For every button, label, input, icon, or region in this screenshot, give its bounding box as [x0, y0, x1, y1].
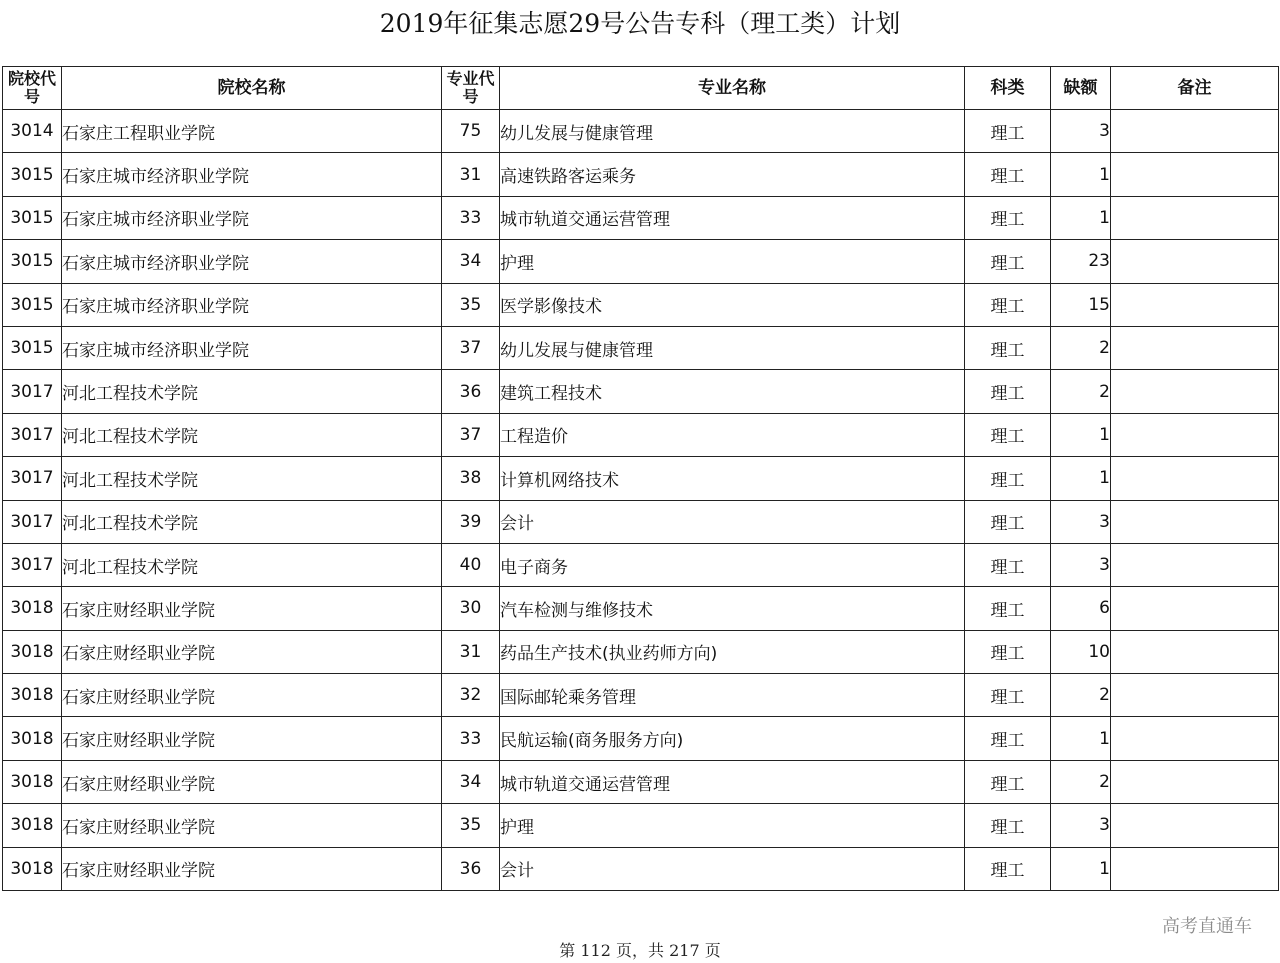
cell-category: 理工 [965, 587, 1051, 630]
cell-category: 理工 [965, 543, 1051, 586]
cell-category: 理工 [965, 717, 1051, 760]
cell-school-code: 3018 [3, 804, 62, 847]
table-row [3, 543, 1279, 586]
cell-quota: 1 [1051, 847, 1111, 890]
cell-remarks [1111, 413, 1279, 456]
cell-major-name: 电子商务 [500, 543, 965, 586]
cell-school-code: 3015 [3, 326, 62, 369]
cell-major-code: 33 [442, 717, 500, 760]
cell-quota: 1 [1051, 153, 1111, 196]
cell-major-code: 37 [442, 413, 500, 456]
table-row [3, 196, 1279, 239]
cell-major-code: 34 [442, 240, 500, 283]
cell-category: 理工 [965, 674, 1051, 717]
header-remarks: 备注 [1111, 67, 1279, 110]
cell-quota: 23 [1051, 240, 1111, 283]
cell-remarks [1111, 110, 1279, 153]
cell-school-name: 河北工程技术学院 [62, 457, 442, 500]
cell-school-name: 石家庄财经职业学院 [62, 760, 442, 803]
header-school-name: 院校名称 [62, 67, 442, 110]
cell-quota: 3 [1051, 500, 1111, 543]
cell-school-code: 3018 [3, 760, 62, 803]
table-row [3, 804, 1279, 847]
cell-category: 理工 [965, 804, 1051, 847]
cell-quota: 10 [1051, 630, 1111, 673]
table-row [3, 153, 1279, 196]
cell-school-code: 3018 [3, 630, 62, 673]
cell-major-code: 37 [442, 326, 500, 369]
admission-plan-table [2, 66, 1279, 891]
cell-major-name: 幼儿发展与健康管理 [500, 326, 965, 369]
cell-school-code: 3018 [3, 847, 62, 890]
cell-category: 理工 [965, 326, 1051, 369]
table-row [3, 760, 1279, 803]
cell-school-name: 石家庄财经职业学院 [62, 674, 442, 717]
cell-remarks [1111, 196, 1279, 239]
cell-quota: 6 [1051, 587, 1111, 630]
cell-major-name: 工程造价 [500, 413, 965, 456]
header-quota: 缺额 [1051, 67, 1111, 110]
cell-quota: 1 [1051, 413, 1111, 456]
cell-major-name: 医学影像技术 [500, 283, 965, 326]
table-row [3, 240, 1279, 283]
cell-major-name: 计算机网络技术 [500, 457, 965, 500]
cell-quota: 1 [1051, 196, 1111, 239]
cell-school-code: 3017 [3, 413, 62, 456]
table-row [3, 283, 1279, 326]
cell-school-name: 石家庄城市经济职业学院 [62, 153, 442, 196]
cell-category: 理工 [965, 500, 1051, 543]
cell-major-code: 40 [442, 543, 500, 586]
cell-major-name: 城市轨道交通运营管理 [500, 196, 965, 239]
cell-school-code: 3017 [3, 500, 62, 543]
table-row [3, 630, 1279, 673]
header-major-name: 专业名称 [500, 67, 965, 110]
cell-major-name: 护理 [500, 804, 965, 847]
cell-school-name: 石家庄财经职业学院 [62, 717, 442, 760]
cell-school-name: 河北工程技术学院 [62, 500, 442, 543]
cell-category: 理工 [965, 240, 1051, 283]
cell-remarks [1111, 457, 1279, 500]
cell-major-name: 高速铁路客运乘务 [500, 153, 965, 196]
cell-quota: 2 [1051, 760, 1111, 803]
cell-school-code: 3015 [3, 196, 62, 239]
cell-school-name: 石家庄财经职业学院 [62, 630, 442, 673]
table-body [3, 110, 1279, 891]
table-row [3, 370, 1279, 413]
cell-category: 理工 [965, 370, 1051, 413]
cell-major-name: 幼儿发展与健康管理 [500, 110, 965, 153]
cell-school-name: 石家庄财经职业学院 [62, 804, 442, 847]
cell-major-code: 33 [442, 196, 500, 239]
cell-school-code: 3018 [3, 587, 62, 630]
table-row [3, 674, 1279, 717]
cell-category: 理工 [965, 283, 1051, 326]
cell-major-name: 会计 [500, 847, 965, 890]
cell-school-name: 河北工程技术学院 [62, 413, 442, 456]
cell-quota: 2 [1051, 674, 1111, 717]
cell-major-code: 30 [442, 587, 500, 630]
table-header-row [3, 67, 1279, 110]
cell-major-code: 31 [442, 153, 500, 196]
cell-quota: 1 [1051, 457, 1111, 500]
cell-remarks [1111, 804, 1279, 847]
cell-quota: 15 [1051, 283, 1111, 326]
cell-school-name: 石家庄城市经济职业学院 [62, 196, 442, 239]
cell-remarks [1111, 153, 1279, 196]
table-row [3, 110, 1279, 153]
cell-major-code: 75 [442, 110, 500, 153]
header-category: 科类 [965, 67, 1051, 110]
cell-school-code: 3015 [3, 153, 62, 196]
cell-major-code: 36 [442, 370, 500, 413]
cell-school-code: 3017 [3, 543, 62, 586]
cell-remarks [1111, 326, 1279, 369]
cell-major-name: 民航运输(商务服务方向) [500, 717, 965, 760]
cell-category: 理工 [965, 457, 1051, 500]
cell-remarks [1111, 630, 1279, 673]
cell-remarks [1111, 847, 1279, 890]
cell-remarks [1111, 543, 1279, 586]
cell-remarks [1111, 283, 1279, 326]
cell-category: 理工 [965, 847, 1051, 890]
watermark: 高考直通车 [1162, 916, 1252, 937]
header-school-code: 院校代号 [3, 67, 62, 110]
cell-major-code: 31 [442, 630, 500, 673]
cell-quota: 2 [1051, 326, 1111, 369]
table-row [3, 500, 1279, 543]
cell-category: 理工 [965, 760, 1051, 803]
cell-major-name: 城市轨道交通运营管理 [500, 760, 965, 803]
cell-category: 理工 [965, 110, 1051, 153]
cell-major-code: 38 [442, 457, 500, 500]
cell-school-name: 石家庄财经职业学院 [62, 587, 442, 630]
cell-remarks [1111, 587, 1279, 630]
cell-major-name: 建筑工程技术 [500, 370, 965, 413]
cell-remarks [1111, 240, 1279, 283]
cell-school-code: 3017 [3, 457, 62, 500]
cell-remarks [1111, 717, 1279, 760]
cell-quota: 3 [1051, 804, 1111, 847]
cell-category: 理工 [965, 196, 1051, 239]
cell-remarks [1111, 370, 1279, 413]
cell-school-name: 石家庄城市经济职业学院 [62, 283, 442, 326]
cell-major-code: 35 [442, 804, 500, 847]
cell-quota: 2 [1051, 370, 1111, 413]
cell-school-name: 石家庄财经职业学院 [62, 847, 442, 890]
cell-school-name: 石家庄工程职业学院 [62, 110, 442, 153]
cell-school-name: 河北工程技术学院 [62, 543, 442, 586]
cell-major-code: 36 [442, 847, 500, 890]
cell-school-name: 石家庄城市经济职业学院 [62, 240, 442, 283]
cell-remarks [1111, 500, 1279, 543]
table-row [3, 717, 1279, 760]
cell-category: 理工 [965, 413, 1051, 456]
cell-major-name: 护理 [500, 240, 965, 283]
cell-major-code: 32 [442, 674, 500, 717]
cell-category: 理工 [965, 630, 1051, 673]
cell-major-code: 34 [442, 760, 500, 803]
cell-school-code: 3014 [3, 110, 62, 153]
cell-major-name: 会计 [500, 500, 965, 543]
cell-school-code: 3015 [3, 240, 62, 283]
cell-major-name: 汽车检测与维修技术 [500, 587, 965, 630]
page-footer: 第 112 页，共 217 页 [559, 941, 721, 960]
table-row [3, 587, 1279, 630]
cell-category: 理工 [965, 153, 1051, 196]
cell-school-code: 3018 [3, 717, 62, 760]
cell-school-name: 石家庄城市经济职业学院 [62, 326, 442, 369]
cell-major-name: 药品生产技术(执业药师方向) [500, 630, 965, 673]
cell-school-code: 3018 [3, 674, 62, 717]
header-major-code: 专业代号 [442, 67, 500, 110]
cell-major-code: 39 [442, 500, 500, 543]
cell-major-code: 35 [442, 283, 500, 326]
table-row [3, 457, 1279, 500]
cell-quota: 3 [1051, 543, 1111, 586]
cell-school-name: 河北工程技术学院 [62, 370, 442, 413]
page-title: 2019年征集志愿29号公告专科（理工类）计划 [379, 9, 901, 38]
table-row [3, 847, 1279, 890]
cell-quota: 1 [1051, 717, 1111, 760]
cell-quota: 3 [1051, 110, 1111, 153]
cell-school-code: 3015 [3, 283, 62, 326]
cell-remarks [1111, 760, 1279, 803]
table-row [3, 413, 1279, 456]
table-row [3, 326, 1279, 369]
cell-major-name: 国际邮轮乘务管理 [500, 674, 965, 717]
cell-remarks [1111, 674, 1279, 717]
cell-school-code: 3017 [3, 370, 62, 413]
